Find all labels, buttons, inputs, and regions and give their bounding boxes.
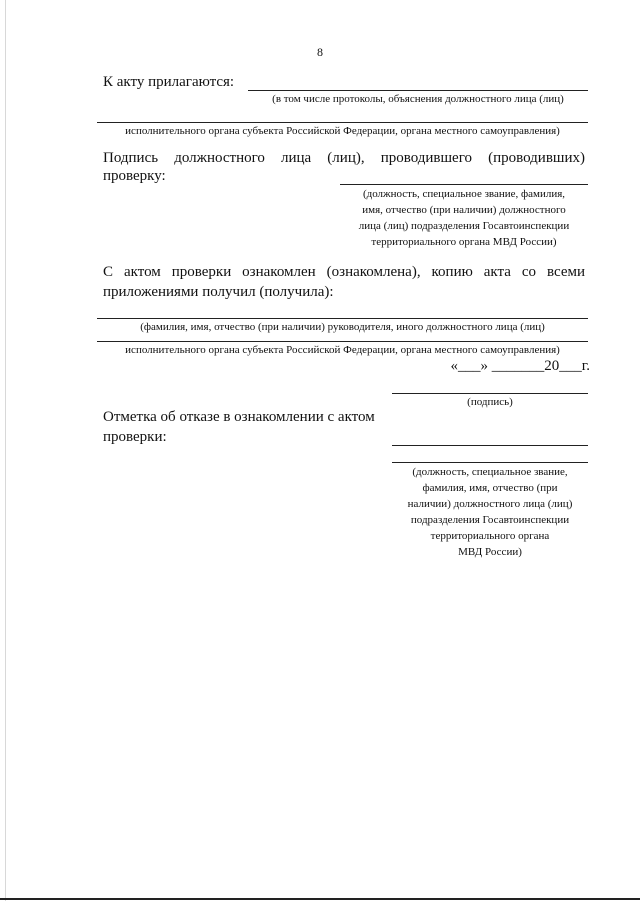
refusal-caption-line: фамилия, имя, отчество (при bbox=[422, 482, 558, 494]
inspector-signature-text-2: проверку: bbox=[103, 168, 166, 184]
refusal-line-2 bbox=[392, 462, 588, 463]
inspector-caption-line: территориального органа МВД России) bbox=[371, 236, 557, 248]
inspector-caption-line: (должность, специальное звание, фамилия, bbox=[362, 188, 566, 200]
refusal-line-1 bbox=[392, 445, 588, 446]
acquainted-caption-2: исполнительного органа субъекта Российской Федерации, органа местного самоуправления) bbox=[125, 344, 560, 356]
acquainted-text-2: приложениями получил (получила): bbox=[103, 284, 334, 300]
attachments-caption-2: исполнительного органа субъекта Российской Федерации, органа местного самоуправления) bbox=[125, 125, 560, 137]
refusal-caption bbox=[386, 464, 594, 560]
refusal-caption-line: МВД России) bbox=[458, 546, 522, 558]
refusal-text-2: проверки: bbox=[103, 429, 167, 445]
inspector-caption-line: лица (лиц) подразделения Госавтоинспекции bbox=[358, 220, 570, 232]
acquainted-text-1: С актом проверки ознакомлен (ознакомлена), копию акта со всеми bbox=[103, 264, 585, 280]
page-number: 8 bbox=[317, 45, 323, 59]
inspector-signature-line bbox=[340, 184, 588, 185]
scan-edge bbox=[5, 0, 6, 901]
refusal-caption-line: (должность, специальное звание, bbox=[412, 466, 568, 478]
refusal-text-1: Отметка об отказе в ознакомлении с актом bbox=[103, 409, 375, 425]
acquainted-caption-1: (фамилия, имя, отчество (при наличии) руководителя, иного должностного лица (лиц) bbox=[140, 321, 545, 333]
scan-bottom-edge bbox=[0, 898, 640, 900]
acquainted-date: «___» _______20___г. bbox=[450, 358, 590, 374]
refusal-caption-line: наличии) должностного лица (лиц) bbox=[407, 498, 573, 510]
acquainted-signature-caption: (подпись) bbox=[467, 396, 513, 408]
attachments-caption-1: (в том числе протоколы, объяснения должностного лица (лиц) bbox=[272, 93, 564, 105]
inspector-signature-caption bbox=[330, 186, 598, 250]
refusal-caption-line: территориального органа bbox=[430, 530, 550, 542]
attachments-label: К акту прилагаются: bbox=[103, 74, 235, 90]
inspector-signature-text-1: Подпись должностного лица (лиц), проводившего (проводивших) bbox=[103, 150, 585, 166]
inspector-caption-line: имя, отчество (при наличии) должностного bbox=[362, 204, 566, 216]
refusal-caption-line: подразделения Госавтоинспекции bbox=[410, 514, 570, 526]
